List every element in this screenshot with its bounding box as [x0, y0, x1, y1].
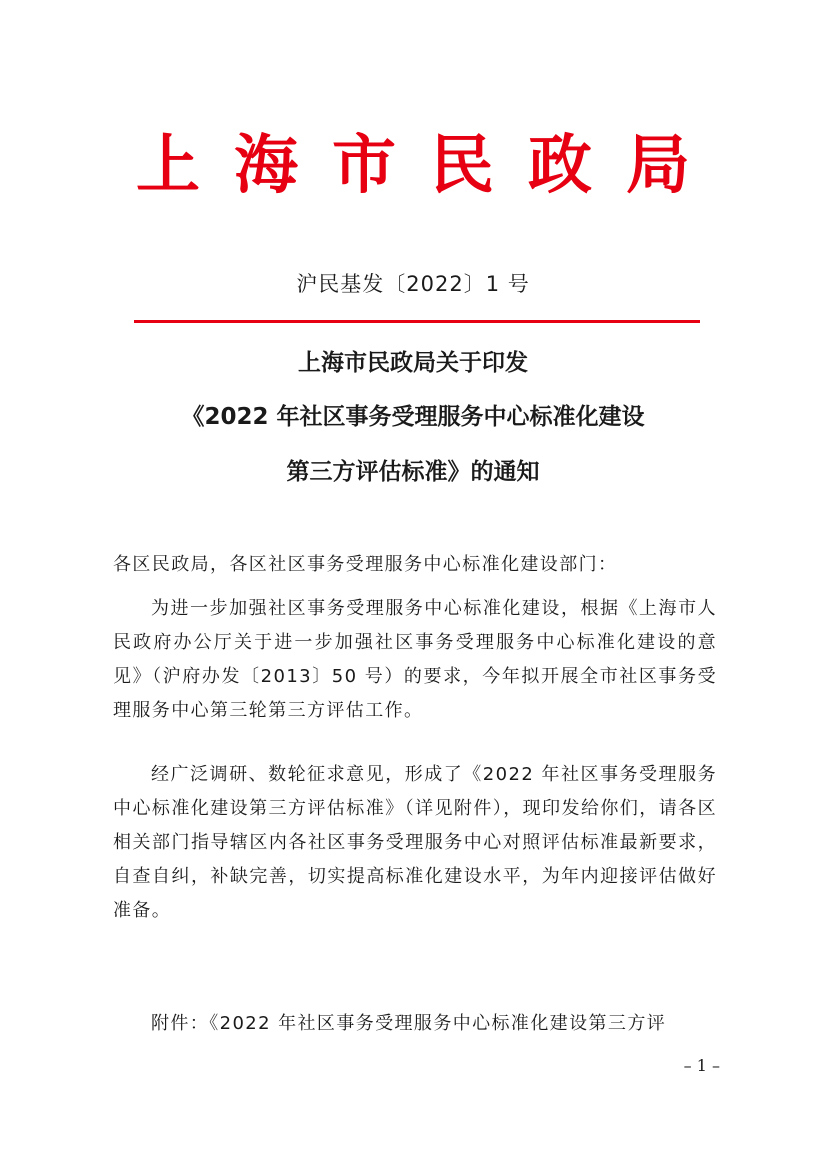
page-number: – 1 – [683, 1056, 720, 1075]
document-number: 沪民基发〔2022〕1 号 [296, 272, 530, 296]
body-paragraph-1: 为进一步加强社区事务受理服务中心标准化建设，根据《上海市人民政府办公厅关于进一步加强社区事务受理服务中心标准化建设的意见》（沪府办发〔2013〕50 号）的要求，今年拟开展全市社区事务受理服务中心第三轮第三方评估工作。 [113, 598, 717, 721]
issuing-organization-title: 上海市民政局 [136, 128, 724, 203]
notice-title-line-2: 《2022 年社区事务受理服务中心标准化建设 [181, 404, 645, 430]
body-paragraph-2: 经广泛调研、数轮征求意见，形成了《2022 年社区事务受理服务中心标准化建设第三方评估标准》（详见附件），现印发给你们，请各区相关部门指导辖区内各社区事务受理服务中心对照评估标准最新要求，自查自纠，补缺完善，切实提高标准化建设水平，为年内迎接评估做好准备。 [113, 764, 717, 921]
attachment-line: 附件：《2022 年社区事务受理服务中心标准化建设第三方评 [151, 1013, 667, 1034]
red-header-rule [134, 320, 700, 323]
salutation: 各区民政局，各区社区事务受理服务中心标准化建设部门： [113, 554, 618, 575]
notice-title-line-1: 上海市民政局关于印发 [298, 350, 528, 376]
notice-title-line-3: 第三方评估标准》的通知 [286, 459, 540, 485]
